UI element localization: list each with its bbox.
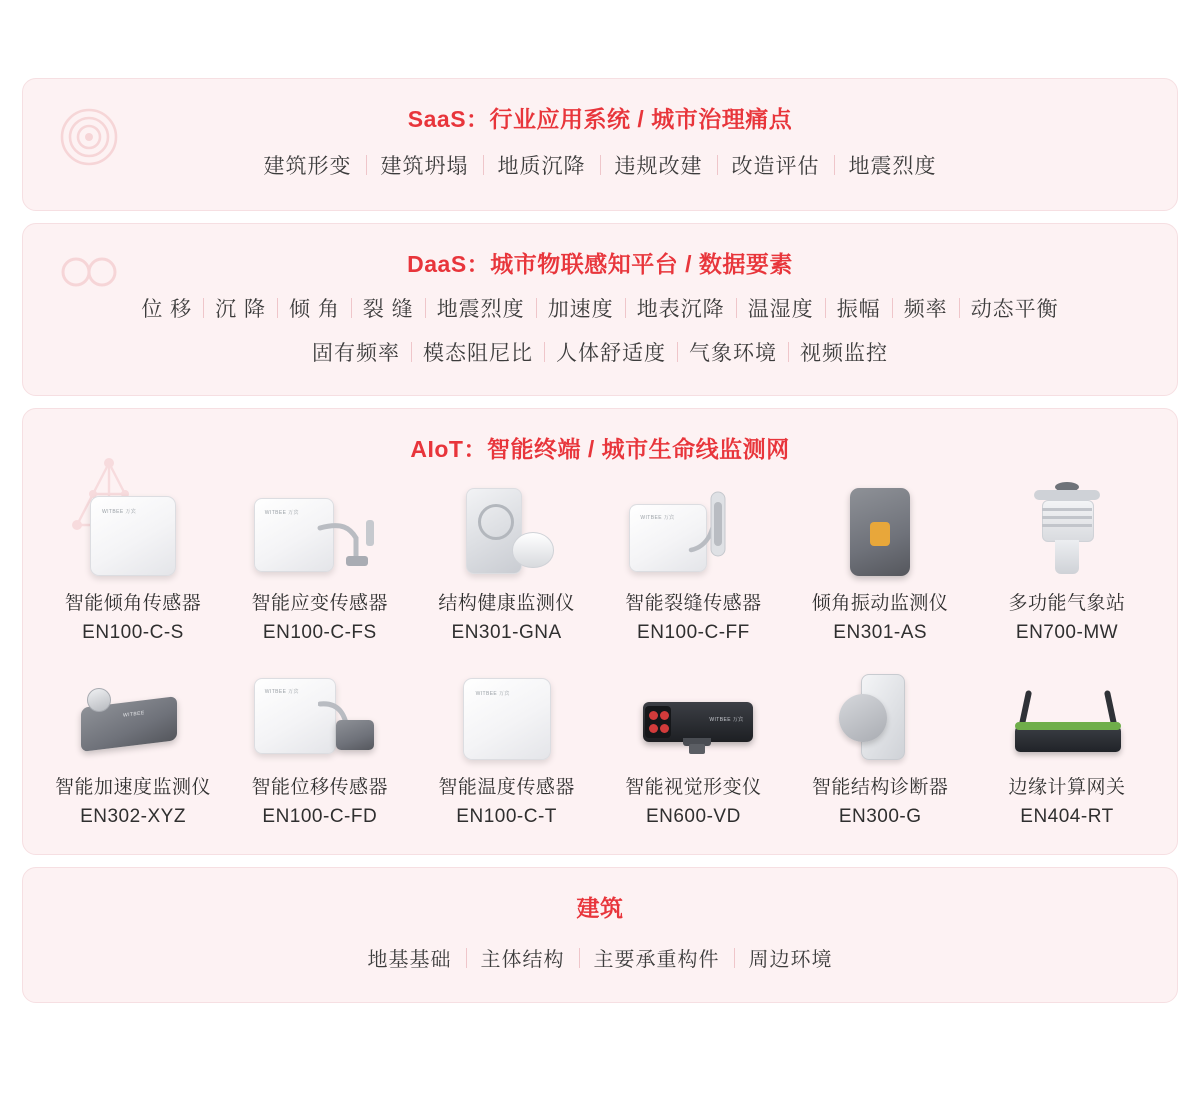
building-tag-list [23, 929, 1177, 1002]
daas-tag: 动态平衡 [970, 298, 1059, 321]
device-name: 结构健康监测仪 [438, 593, 575, 614]
aiot-title-en: AIoT： [410, 436, 487, 462]
device-card[interactable] [609, 660, 777, 828]
daas-tag: 振幅 [836, 298, 881, 321]
saas-tag: 违规改建 [614, 155, 703, 178]
device-name: 智能视觉形变仪 [625, 777, 762, 798]
daas-tag: 人体舒适度 [556, 342, 666, 365]
saas-tag: 建筑坍塌 [380, 155, 469, 178]
daas-tag: 沉 降 [215, 298, 266, 321]
structure-diagnoser-icon [810, 660, 950, 760]
device-model: EN404-RT [1020, 806, 1114, 827]
daas-title [23, 224, 1177, 285]
aiot-title [23, 409, 1177, 470]
daas-tag: 气象环境 [689, 342, 777, 365]
device-model: EN100-C-FD [262, 806, 378, 827]
building-tag: 地基基础 [367, 949, 452, 971]
device-model: EN301-GNA [451, 622, 562, 643]
building-tag: 周边环境 [748, 949, 833, 971]
saas-tag-list [23, 140, 1177, 210]
device-name: 边缘计算网关 [1008, 777, 1126, 798]
device-model: EN100-C-S [82, 622, 184, 643]
accelerometer-icon: WITBEE [63, 660, 203, 760]
layer-card-daas [22, 223, 1178, 396]
daas-tag: 倾 角 [289, 298, 340, 321]
building-tag: 主体结构 [480, 949, 565, 971]
device-model: EN700-MW [1015, 622, 1119, 643]
tilt-vibration-icon [810, 476, 950, 576]
device-card[interactable] [796, 476, 964, 644]
displacement-sensor-icon: WITBEE 万宾 [250, 660, 390, 760]
daas-tag: 地表沉降 [636, 298, 725, 321]
layer-card-aiot [22, 408, 1178, 855]
device-card[interactable] [423, 660, 591, 828]
saas-title [23, 79, 1177, 140]
daas-tag-list [23, 285, 1177, 395]
device-name: 智能温度传感器 [438, 777, 575, 798]
daas-title-cn: 城市物联感知平台 / 数据要素 [490, 251, 793, 277]
saas-tag: 建筑形变 [263, 155, 352, 178]
device-name: 智能应变传感器 [251, 593, 389, 614]
edge-gateway-icon [997, 660, 1137, 760]
device-name: 智能加速度监测仪 [54, 777, 211, 798]
daas-tag: 频率 [903, 298, 948, 321]
vision-camera-icon: WITBEE 万宾 [623, 660, 763, 760]
weather-station-icon [997, 476, 1137, 576]
device-card[interactable] [796, 660, 964, 828]
gnss-monitor-icon [437, 476, 577, 576]
daas-tag: 视频监控 [800, 342, 888, 365]
daas-tag: 固有频率 [312, 342, 400, 365]
temperature-sensor-icon: WITBEE 万宾 [437, 660, 577, 760]
saas-tag: 改造评估 [731, 155, 820, 178]
device-model: EN600-VD [645, 806, 741, 827]
device-card[interactable] [983, 660, 1151, 828]
device-name: 智能结构诊断器 [811, 777, 949, 798]
device-name: 智能位移传感器 [251, 777, 389, 798]
device-model: EN300-G [838, 806, 922, 827]
layer-card-saas [22, 78, 1178, 211]
saas-title-cn: 行业应用系统 / 城市治理痛点 [489, 106, 793, 132]
device-name: 智能倾角传感器 [64, 593, 202, 614]
aiot-device-grid [23, 470, 1177, 854]
device-card[interactable] [983, 476, 1151, 644]
device-model: EN100-C-FF [637, 622, 750, 643]
saas-tag: 地质沉降 [497, 155, 586, 178]
daas-tag: 模态阻尼比 [423, 342, 533, 365]
device-model: EN301-AS [833, 622, 928, 643]
device-model: EN302-XYZ [80, 806, 186, 827]
device-model: EN100-C-FS [262, 622, 377, 643]
layer-card-building [22, 867, 1178, 1003]
strain-sensor-icon: WITBEE 万宾 [250, 476, 390, 576]
saas-tag: 地震烈度 [848, 155, 937, 178]
device-card[interactable] [49, 476, 217, 644]
device-row [49, 660, 1151, 828]
daas-title-en: DaaS： [407, 251, 491, 277]
daas-tag: 加速度 [547, 298, 614, 321]
crack-sensor-icon: WITBEE 万宾 [623, 476, 763, 576]
device-row [49, 476, 1151, 644]
device-card[interactable] [609, 476, 777, 644]
device-model: EN100-C-T [456, 806, 557, 827]
daas-tag: 裂 缝 [362, 298, 414, 321]
device-card[interactable] [236, 476, 404, 644]
device-name: 多功能气象站 [1008, 593, 1126, 614]
daas-tag: 地震烈度 [436, 298, 525, 321]
aiot-title-cn: 智能终端 / 城市生命线监测网 [486, 436, 790, 462]
daas-tag: 位 移 [141, 298, 193, 321]
device-card[interactable] [236, 660, 404, 828]
building-tag: 主要承重构件 [593, 949, 720, 971]
daas-tag: 温湿度 [747, 298, 814, 321]
device-name: 智能裂缝传感器 [625, 593, 762, 614]
device-card[interactable] [423, 476, 591, 644]
device-card[interactable] [49, 660, 217, 828]
building-title: 建筑 [576, 895, 624, 921]
square-sensor-icon: WITBEE 万宾 [63, 476, 203, 576]
device-name: 倾角振动监测仪 [811, 593, 949, 614]
saas-title-en: SaaS： [407, 106, 490, 132]
